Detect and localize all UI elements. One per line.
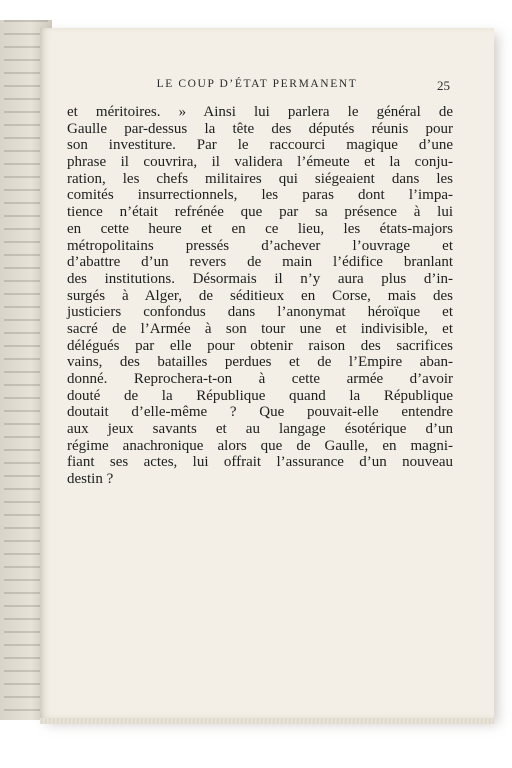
body-text (67, 104, 453, 488)
text-line: sacré de l’Armée à son tour une et indivisible, et (67, 320, 453, 337)
text-line: délégués par elle pour obtenir raison des sacrifices (67, 337, 453, 354)
text-line: surgés à Alger, de séditieux en Corse, mais des (67, 287, 453, 304)
text-line: justiciers confondus dans l’anonymat héroïque et (67, 304, 453, 321)
page-number: 25 (437, 78, 450, 93)
text-line: d’abattre d’un revers de main l’édifice branlant (67, 254, 453, 271)
text-line: des institutions. Désormais il n’y aura plus d’in- (67, 270, 453, 287)
text-line: fiant ses actes, lui offrait l’assurance d’un nouveau (67, 454, 453, 471)
text-line: ration, les chefs militaires qui siégeaient dans les (67, 170, 453, 187)
text-line: comités insurrectionnels, les paras dont l’impa- (67, 187, 453, 204)
text-line: aux jeux savants et au langage ésotérique d’un (67, 421, 453, 438)
text-line: régime anachronique alors que de Gaulle, en magni- (67, 437, 453, 454)
text-line: son investiture. Par le raccourci magique d’une (67, 137, 453, 154)
page-stack-edge (40, 718, 494, 724)
text-line: Gaulle par-dessus la tête des députés réunis pour (67, 120, 453, 137)
text-line: en cette heure et en ce lieu, les états-majors (67, 220, 453, 237)
text-line: tience n’était refrénée que par sa présence à lui (67, 204, 453, 221)
text-line: douté de la République quand la République (67, 387, 453, 404)
text-line: métropolitains pressés d’achever l’ouvrage et (67, 237, 453, 254)
text-line: et méritoires. » Ainsi lui parlera le général de (67, 104, 453, 120)
text-line: destin ? (67, 471, 114, 488)
running-title: LE COUP D’ÉTAT PERMANENT (156, 78, 358, 90)
text-line: vains, des batailles perdues et de l’Empire aban- (67, 354, 453, 371)
running-head (64, 78, 450, 98)
text-line: doutait d’elle-même ? Que pouvait-elle entendre (67, 404, 453, 421)
text-line: donné. Reprochera-t-on à cette armée d’avoir (67, 371, 453, 387)
text-line: phrase il couvrira, il validera l’émeute et la conju- (67, 154, 453, 171)
